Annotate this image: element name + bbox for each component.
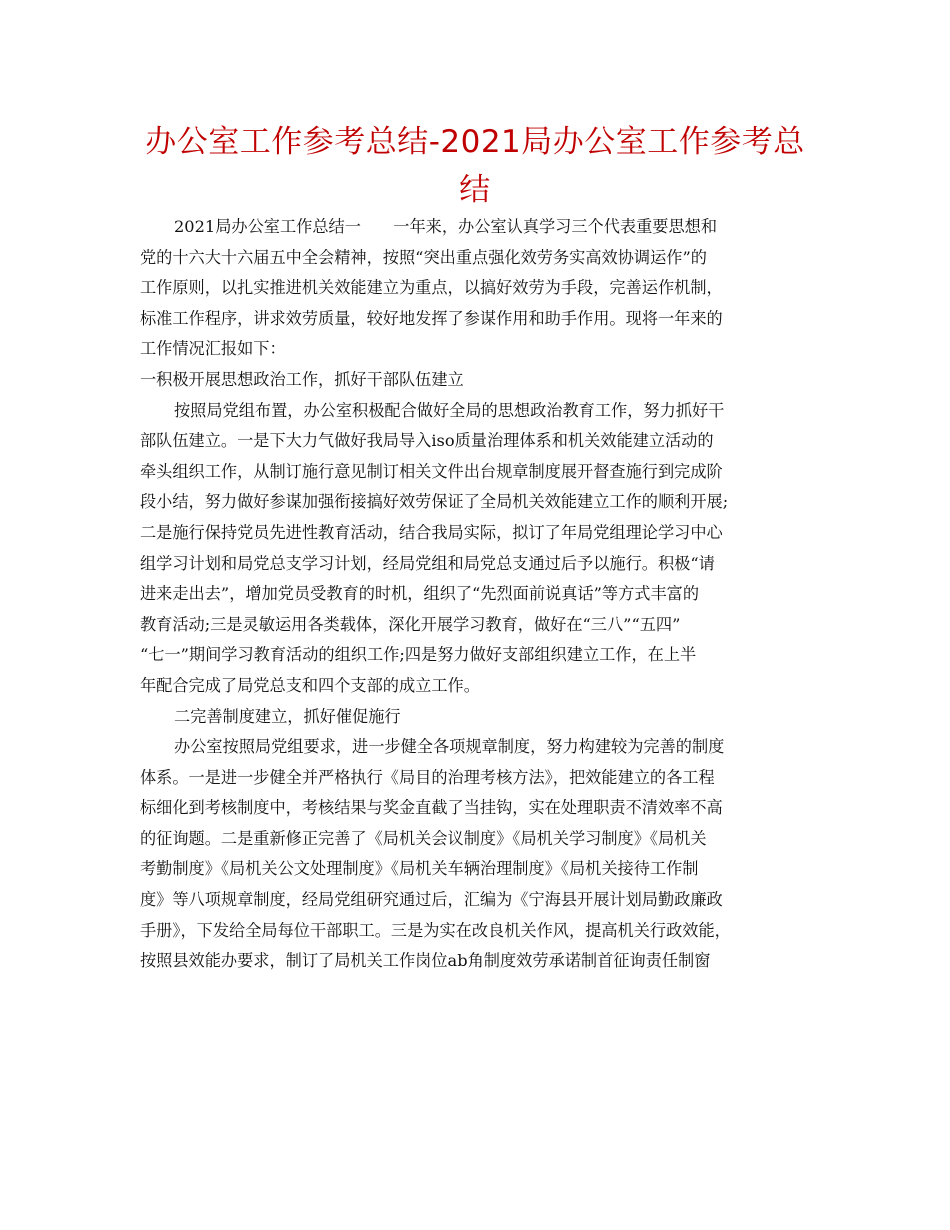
body-text-line: 考勤制度》《局机关公文处理制度》《局机关车辆治理制度》《局机关接待工作制	[140, 859, 699, 879]
body-text-line: 二是施行保持党员先进性教育活动，结合我局实际，拟订了年局党组理论学习中心	[140, 522, 723, 542]
body-text-line: 标准工作程序，讲求效劳质量，较好地发挥了参谋作用和助手作用。现将一年来的	[140, 308, 723, 328]
body-text-line: 标细化到考核制度中，考核结果与奖金直截了当挂钩，实在处理职责不清效率不高	[140, 798, 723, 818]
body-text-line: 工作原则，以扎实推进机关效能建立为重点，以搞好效劳为手段，完善运作机制，	[140, 278, 723, 298]
document-title	[130, 118, 820, 214]
body-text-line: 按照局党组布置，办公室积极配合做好全局的思想政治教育工作，努力抓好干	[174, 400, 725, 420]
body-text-line: 2021局办公室工作总结一 一年来，办公室认真学习三个代表重要思想和	[174, 217, 718, 236]
body-text-line: 部队伍建立。一是下大力气做好我局导入iso质量治理体系和机关效能建立活动的	[140, 431, 714, 451]
body-text-line: “七一”期间学习教育活动的组织工作;四是努力做好支部组织建立工作，在上半	[140, 645, 697, 665]
body-text-line: 进来走出去”，增加党员受教育的时机，组织了“先烈面前说真话”等方式丰富的	[140, 584, 700, 604]
title-line-2: 结	[459, 172, 491, 208]
body-text-line: 一积极开展思想政治工作，抓好干部队伍建立	[140, 369, 464, 389]
body-text-line: 组学习计划和局党总支学习计划，经局党组和局党总支通过后予以施行。积极“请	[140, 553, 715, 573]
body-text-line: 按照县效能办要求，制订了局机关工作岗位ab角制度效劳承诺制首征询责任制窗	[140, 951, 711, 971]
body-text-line: 二完善制度建立，抓好催促施行	[174, 706, 401, 726]
body-text-line: 工作情况汇报如下：	[140, 339, 286, 359]
body-text-line: 段小结，努力做好参谋加强衔接搞好效劳保证了全局机关效能建立工作的顺利开展;	[140, 492, 729, 512]
body-text-line: 牵头组织工作，从制订施行意见制订相关文件出台规章制度展开督查施行到完成阶	[140, 461, 723, 481]
body-text-line: 的征询题。二是重新修正完善了《局机关会议制度》《局机关学习制度》《局机关	[140, 828, 707, 848]
body-text-line: 年配合完成了局党总支和四个支部的成立工作。	[140, 675, 480, 695]
body-text-line: 体系。一是进一步健全并严格执行《局目的治理考核方法》，把效能建立的各工程	[140, 767, 715, 787]
body-text-line: 手册》，下发给全局每位干部职工。三是为实在改良机关作风，提高机关行政效能，	[140, 920, 731, 940]
body-text-line: 党的十六大十六届五中全会精神，按照“突出重点强化效劳务实高效协调运作”的	[140, 247, 707, 267]
title-line-1: 办公室工作参考总结-2021局办公室工作参考总	[145, 124, 805, 160]
document-body	[140, 212, 810, 977]
body-text-line: 办公室按照局党组要求，进一步健全各项规章制度，努力构建较为完善的制度	[174, 737, 725, 757]
body-text-line: 教育活动;三是灵敏运用各类载体，深化开展学习教育，做好在“三八”“五四”	[140, 614, 681, 634]
body-text-line: 度》等八项规章制度，经局党组研究通过后，汇编为《宁海县开展计划局勤政廉政	[140, 890, 723, 910]
